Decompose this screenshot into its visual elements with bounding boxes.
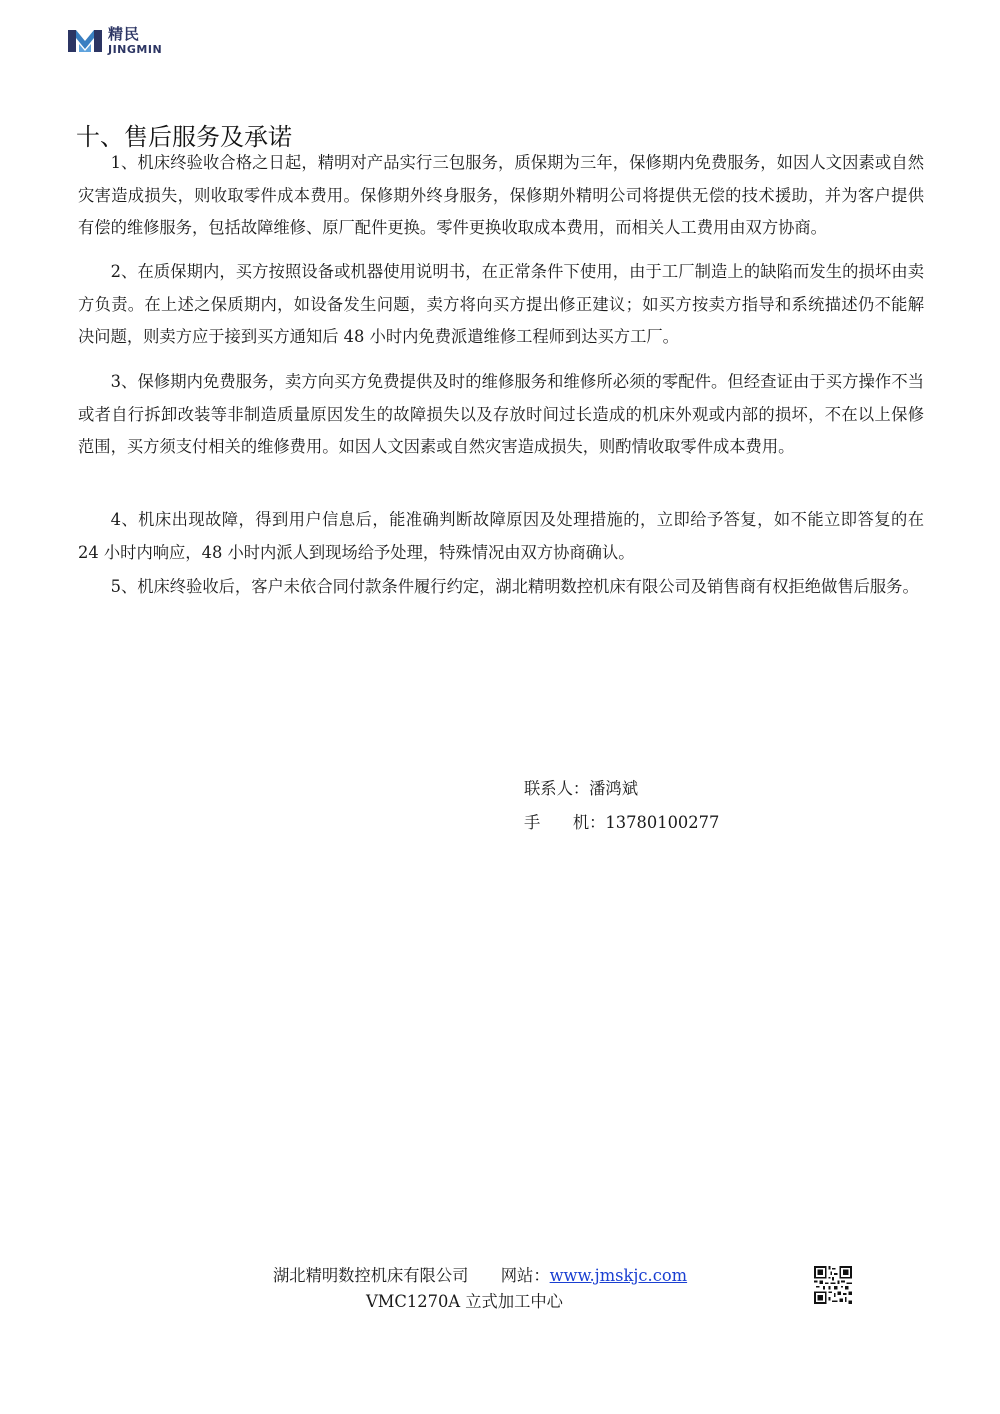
contact-person-label: 联系人： [524, 779, 590, 798]
footer-website-link[interactable]: www.jmskjc.com [549, 1266, 688, 1285]
brand-name-cn: 精民 [108, 25, 141, 43]
contact-person-name: 潘鸿斌 [589, 779, 638, 798]
section-title: 十、售后服务及承诺 [76, 123, 292, 151]
qr-code-icon [814, 1266, 852, 1304]
paragraph-1: 1、机床终验收合格之日起，精明对产品实行三包服务，质保期为三年，保修期内免费服务，如因人文因素或自然灾害造成损失，则收取零件成本费用。保修期外终身服务，保修期外精明公司将提供无偿的技术援助，并为客户提供有偿的维修服务，包括故障维修、原厂配件更换。零件更换收取成本费用，而相关人工费用由双方协商。 [78, 153, 924, 237]
brand-name-en: JINGMIN [108, 43, 163, 56]
footer-line [273, 1262, 687, 1290]
contact-phone-value: 13780100277 [605, 813, 720, 832]
contact-person [524, 773, 638, 805]
contact-phone [524, 807, 719, 839]
footer-website-label: 网站： [500, 1266, 550, 1285]
contact-phone-label: 手 机： [524, 813, 606, 832]
company-logo [66, 26, 162, 56]
jingmin-logo-icon [66, 26, 104, 56]
footer-company: 湖北精明数控机床有限公司 [273, 1266, 469, 1285]
footer-product: VMC1270A 立式加工中心 [366, 1292, 563, 1311]
paragraph-5: 5、机床终验收后，客户未依合同付款条件履行约定，湖北精明数控机床有限公司及销售商有权拒绝做售后服务。 [110, 577, 919, 596]
paragraph-2: 2、在质保期内，买方按照设备或机器使用说明书，在正常条件下使用，由于工厂制造上的缺陷而发生的损坏由卖方负责。在上述之保质期内，如设备发生问题，卖方将向买方提出修正建议；如买方按卖方指导和系统描述仍不能解决问题，则卖方应于接到买方通知后 48 小时内免费派遣维修工程师到达买方工厂。 [78, 262, 924, 346]
paragraph-4: 4、机床出现故障，得到用户信息后，能准确判断故障原因及处理措施的，立即给予答复，如不能立即答复的在 24 小时内响应，48 小时内派人到现场给予处理，特殊情况由双方协商确认。 [78, 510, 924, 562]
paragraph-3: 3、保修期内免费服务，卖方向买方免费提供及时的维修服务和维修所必须的零配件。但经查证由于买方操作不当或者自行拆卸改装等非制造质量原因发生的故障损失以及存放时间过长造成的机床外观或内部的损坏，不在以上保修范围，买方须支付相关的维修费用。如因人文因素或自然灾害造成损失，则酌情收取零件成本费用。 [78, 372, 924, 456]
